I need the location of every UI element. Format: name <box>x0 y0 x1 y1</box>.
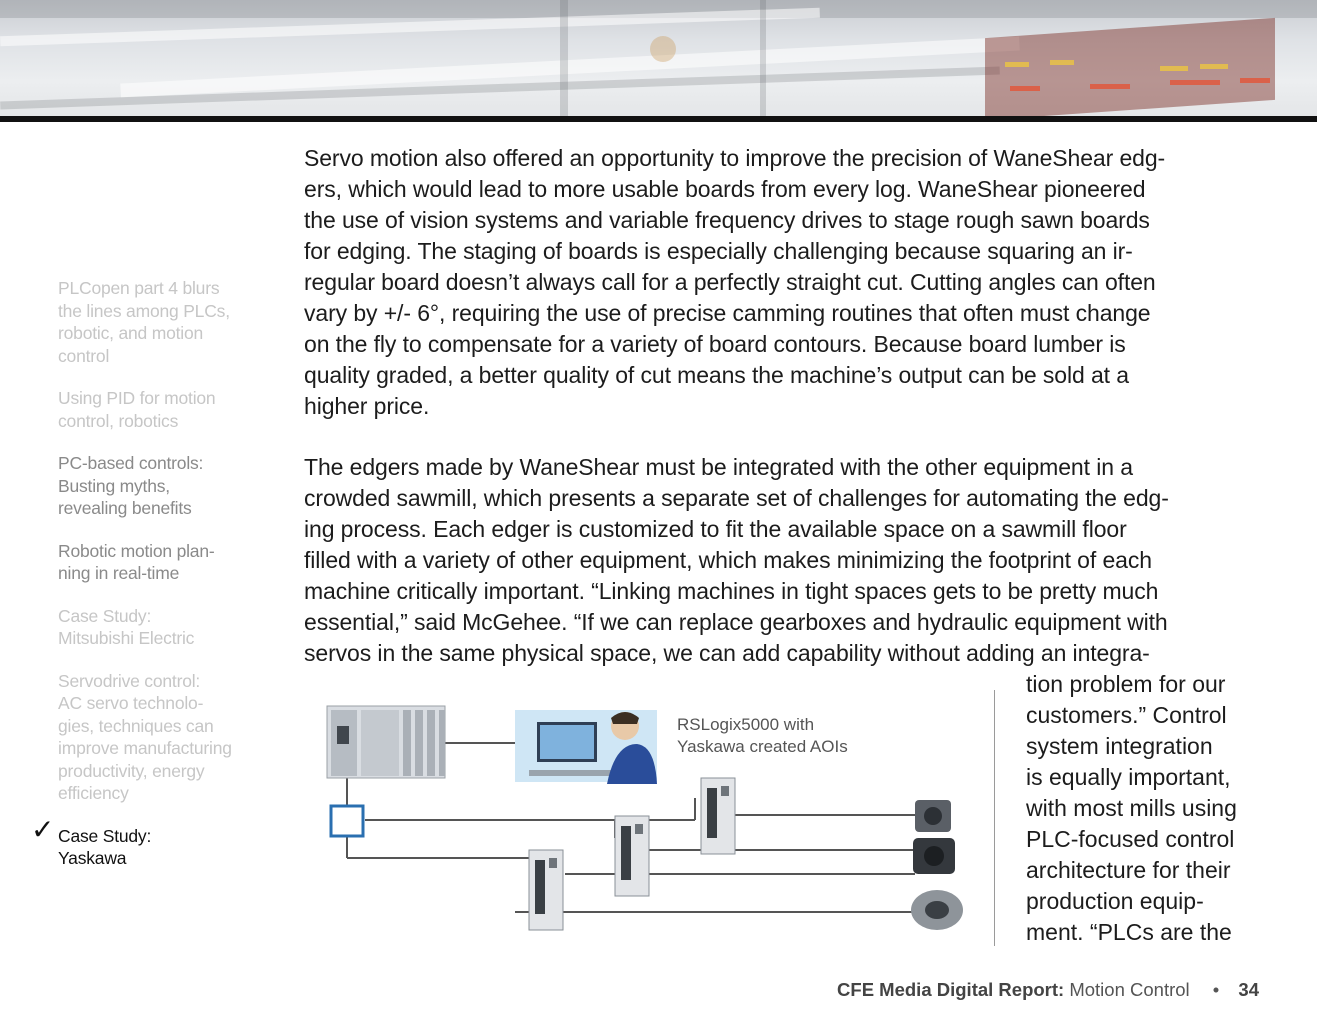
figure-divider <box>994 690 995 946</box>
sidebar-item-label: AC servo technolo- <box>58 693 204 713</box>
sidebar-item-label: improve manufacturing <box>58 738 232 758</box>
sidebar-item-label: control <box>58 345 110 366</box>
sidebar-item-label: Case Study: <box>58 825 152 846</box>
sidebar-item-label: Using PID for motion <box>58 388 216 408</box>
sidebar-item-label: the lines among PLCs, <box>58 300 230 321</box>
sidebar-item-pc-based-controls[interactable] <box>58 452 248 520</box>
text-line: system integration <box>1026 733 1213 759</box>
servo-motor <box>915 800 951 832</box>
sidebar-item-label: efficiency <box>58 783 129 803</box>
engineering-workstation <box>515 710 657 784</box>
figure-label-line1: RSLogix5000 with <box>677 715 815 734</box>
page-footer <box>837 979 1259 1001</box>
text-line: The edgers made by WaneShear must be integrated with the other equipment in a <box>304 454 1133 480</box>
text-line: quality graded, a better quality of cut means the machine’s output can be sold at a <box>304 362 1129 388</box>
sidebar-item-plcopen[interactable] <box>58 277 248 367</box>
text-line: PLC-focused control <box>1026 826 1235 852</box>
sidebar-item-servodrive[interactable] <box>58 670 248 805</box>
header-banner-image <box>0 0 1317 116</box>
sidebar-item-label: PLCopen part 4 blurs <box>58 278 220 298</box>
sidebar-item-label: Case Study: <box>58 605 152 626</box>
text-line: vary by +/- 6°, requiring the use of precise camming routines that often must change <box>304 300 1151 326</box>
direct-drive-motor <box>911 890 963 930</box>
sidebar-item-label: Mitsubishi Electric <box>58 628 195 648</box>
sidebar-item-pid[interactable] <box>58 387 248 432</box>
text-line: production equip- <box>1026 888 1204 914</box>
figure-label-line2: Yaskawa created AOIs <box>677 737 848 756</box>
checkmark-icon: ✓ <box>31 812 55 846</box>
text-line: ment. “PLCs are the <box>1026 919 1232 945</box>
article-wrap-column <box>1026 669 1266 948</box>
text-line: filled with a variety of other equipment, which makes minimizing the footprint of each <box>304 547 1152 573</box>
footer-publication: CFE Media Digital Report: <box>837 979 1065 1000</box>
servo-drive <box>529 850 563 930</box>
article-paragraph-2 <box>304 452 1264 669</box>
sidebar-item-label: robotic, and motion <box>58 323 204 343</box>
text-line: essential,” said McGehee. “If we can replace gearboxes and hydraulic equipment with <box>304 609 1168 635</box>
sidebar-item-yaskawa[interactable] <box>31 812 248 870</box>
sidebar-item-label: Yaskawa <box>58 848 127 868</box>
footer-section: Motion Control <box>1069 979 1190 1000</box>
network-switch <box>331 806 363 836</box>
text-line: ers, which would lead to more usable boards from every log. WaneShear pioneered <box>304 176 1146 202</box>
text-line: for edging. The staging of boards is especially challenging because squaring an ir- <box>304 238 1133 264</box>
text-line: customers.” Control <box>1026 702 1227 728</box>
sidebar-item-mitsubishi[interactable] <box>58 605 248 650</box>
text-line: tion problem for our <box>1026 671 1226 697</box>
text-line: servos in the same physical space, we can add capability without adding an integra- <box>304 640 1150 666</box>
servo-drive <box>615 816 649 896</box>
article-paragraph-1 <box>304 143 1264 422</box>
sidebar-item-robotic-motion[interactable] <box>58 540 248 585</box>
text-line: ing process. Each edger is customized to fit the available space on a sawmill floor <box>304 516 1127 542</box>
sidebar-item-label: gies, techniques can <box>58 715 214 736</box>
servo-drive <box>701 778 735 854</box>
sidebar-item-label: Robotic motion plan- <box>58 540 215 561</box>
header-divider <box>0 116 1317 122</box>
text-line: regular board doesn’t always call for a perfectly straight cut. Cutting angles can often <box>304 269 1156 295</box>
text-line: crowded sawmill, which presents a separate set of challenges for automating the edg- <box>304 485 1169 511</box>
footer-separator: • <box>1212 979 1220 1000</box>
sidebar-nav <box>31 277 248 890</box>
sidebar-item-label: control, robotics <box>58 410 179 431</box>
text-line: on the fly to compensate for a variety of board contours. Because board lumber is <box>304 331 1126 357</box>
system-diagram <box>315 688 975 948</box>
sidebar-item-label: Servodrive control: <box>58 670 201 691</box>
sidebar-item-label: revealing benefits <box>58 498 192 518</box>
servo-motor <box>913 838 955 874</box>
plc-rack <box>327 706 445 778</box>
page-number: 34 <box>1238 979 1259 1000</box>
text-line: Servo motion also offered an opportunity to improve the precision of WaneShear edg- <box>304 145 1166 171</box>
text-line: machine critically important. “Linking machines in tight spaces gets to be pretty much <box>304 578 1159 604</box>
text-line: architecture for their <box>1026 857 1231 883</box>
text-line: higher price. <box>304 393 430 419</box>
sidebar-item-label: ning in real-time <box>58 563 180 583</box>
text-line: is equally important, <box>1026 764 1231 790</box>
sidebar-item-label: Busting myths, <box>58 475 170 496</box>
text-line: with most mills using <box>1026 795 1237 821</box>
sidebar-item-label: productivity, energy <box>58 760 205 781</box>
sidebar-item-label: PC-based controls: <box>58 453 204 473</box>
text-line: the use of vision systems and variable frequency drives to stage rough sawn boards <box>304 207 1150 233</box>
